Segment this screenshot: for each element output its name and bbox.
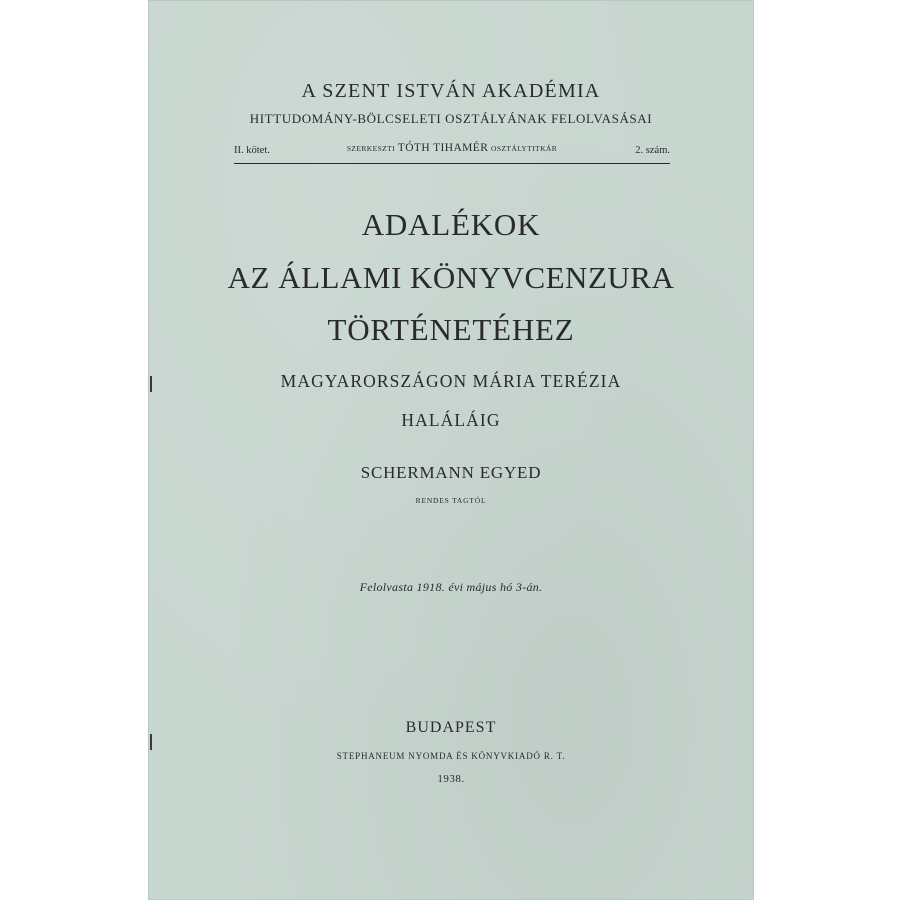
series-name: HITTUDOMÁNY-BÖLCSELETI OSZTÁLYÁNAK FELOLVASÁSAI: [249, 111, 653, 126]
publisher-name: STEPHANEUM NYOMDA ÉS KÖNYVKIADÓ R. T.: [336, 751, 566, 761]
publication-city: BUDAPEST: [405, 719, 497, 736]
issue-number: 2. szám.: [635, 145, 670, 156]
academy-name: A SZENT ISTVÁN AKADÉMIA: [301, 80, 601, 102]
lecture-note: Felolvasta 1918. évi május hó 3-án.: [359, 580, 543, 594]
title-line-2: AZ ÁLLAMI KÖNYVCENZURA: [227, 260, 675, 295]
title-line-3: TÖRTÉNETÉHEZ: [327, 312, 575, 347]
author-role: RENDES TAGTÓL: [415, 496, 487, 505]
editor-suffix: OSZTÁLYTITKÁR: [491, 144, 558, 153]
binding-mark: [150, 734, 152, 750]
volume-label: II. kötet.: [234, 145, 270, 156]
subtitle-line-1: MAGYARORSZÁGON MÁRIA TERÉZIA: [280, 371, 622, 391]
editor-prefix: SZERKESZTI: [346, 144, 396, 153]
binding-mark: [150, 376, 152, 392]
title-line-1: ADALÉKOK: [361, 207, 541, 242]
publication-year: 1938.: [437, 773, 465, 785]
book-cover: [148, 0, 754, 900]
editor-name: TÓTH TIHAMÉR: [397, 142, 489, 154]
header-rule: [234, 163, 670, 164]
subtitle-line-2: HALÁLÁIG: [401, 410, 501, 430]
author-name: SCHERMANN EGYED: [360, 463, 542, 482]
editor-credit: [294, 142, 610, 154]
editor-row: [234, 142, 670, 164]
